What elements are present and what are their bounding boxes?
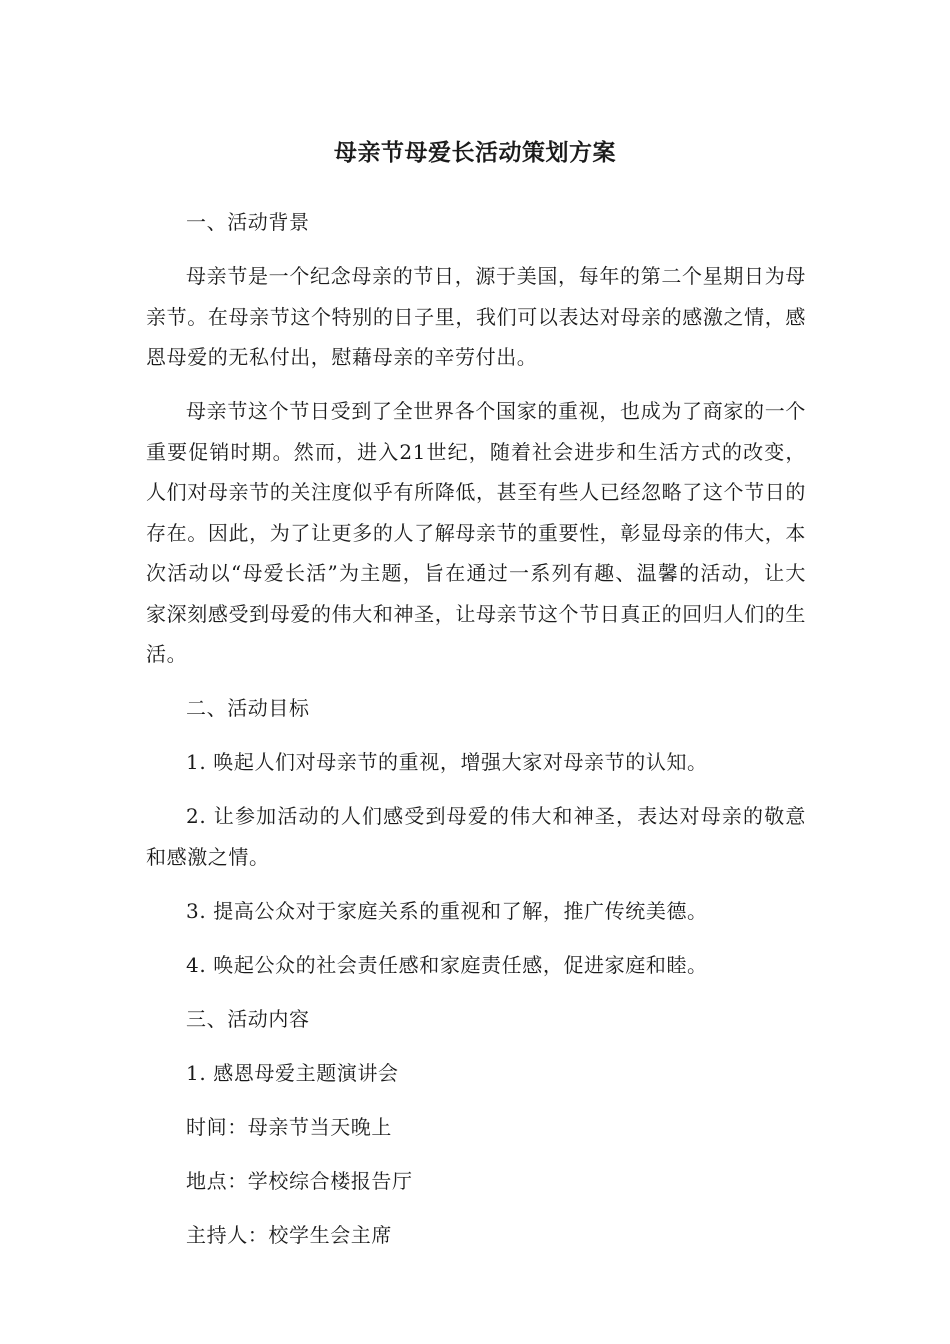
document-title: 母亲节母爱长活动策划方案 (334, 140, 616, 166)
activity-detail-host: 主持人：校学生会主席 (186, 1222, 392, 1247)
section-heading-content: 三、活动内容 (186, 1006, 310, 1031)
body-paragraph: 母亲节是一个纪念母亲的节日，源于美国，每年的第二个星期日为母亲节。在母亲节这个特别的日子里，我们可以表达对母亲的感激之情，感恩母爱的无私付出，慰藉母亲的辛劳付出。 (146, 264, 806, 369)
goal-item: 1. 唤起人们对母亲节的重视，增强大家对母亲节的认知。 (186, 750, 708, 774)
goal-item: 2. 让参加活动的人们感受到母爱的伟大和神圣，表达对母亲的敬意和感激之情。 (146, 804, 806, 869)
goal-item: 4. 唤起公众的社会责任感和家庭责任感，促进家庭和睦。 (186, 952, 708, 977)
goal-item: 3. 提高公众对于家庭关系的重视和了解，推广传统美德。 (186, 898, 708, 923)
section-heading-goals: 二、活动目标 (186, 696, 310, 720)
body-paragraph: 母亲节这个节日受到了全世界各个国家的重视，也成为了商家的一个重要促销时期。然而，进入21世纪，随着社会进步和生活方式的改变，人们对母亲节的关注度似乎有所降低，甚至有些人已经忽略了这个节日的存在。因此，为了让更多的人了解母亲节的重要性，彰显母亲的伟大，本次活动以“母爱长活”为主题，旨在通过一系列有趣、温馨的活动，让大家深刻感受到母爱的伟大和神圣，让母亲节这个节日真正的回归人们的生活。 (146, 399, 806, 666)
activity-detail-time: 时间：母亲节当天晚上 (186, 1114, 392, 1139)
activity-detail-location: 地点：学校综合楼报告厅 (186, 1168, 413, 1193)
section-heading-background: 一、活动背景 (186, 210, 310, 234)
document-body (146, 202, 806, 1269)
activity-item: 1. 感恩母爱主题演讲会 (186, 1060, 399, 1085)
